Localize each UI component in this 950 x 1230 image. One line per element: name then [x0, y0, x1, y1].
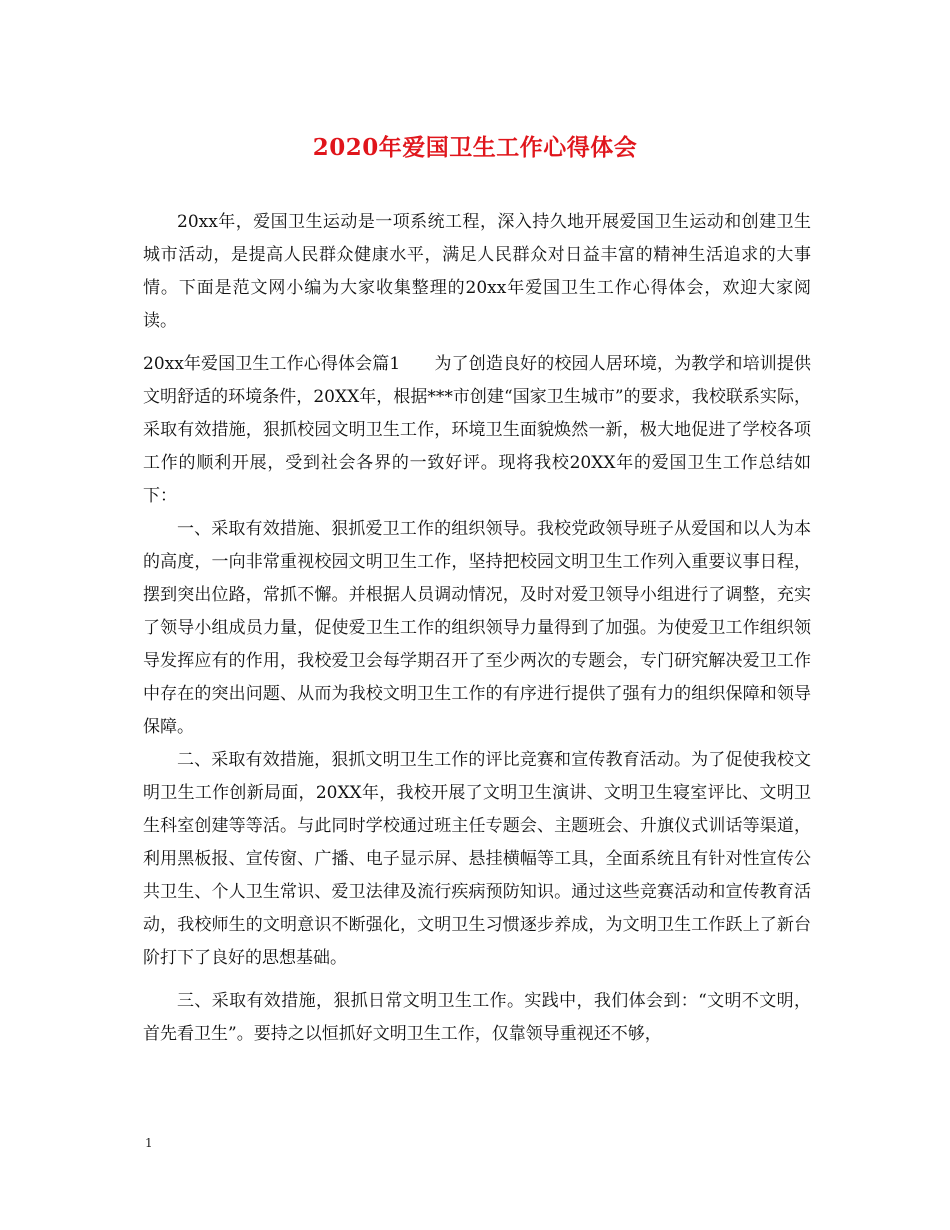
point-1-paragraph: 一、采取有效措施、狠抓爱卫工作的组织领导。我校党政领导班子从爱国和以人为本的高度，一向非常重视校园文明卫生工作，坚持把校园文明卫生工作列入重要议事日程，摆到突出位路，常抓不懈。并根据人员调动情况，及时对爱卫领导小组进行了调整，充实了领导小组成员力量，促使爱卫生工作的组织领导力量得到了加强。为使爱卫工作组织领导发挥应有的作用，我校爱卫会每学期召开了至少两次的专题会，专门研究解决爱卫工作中存在的突出问题、从而为我校文明卫生工作的有序进行提供了强有力的组织保障和领导保障。: [143, 519, 811, 737]
intro-paragraph: 20xx年，爱国卫生运动是一项系统工程，深入持久地开展爱国卫生运动和创建卫生城市活动，是提高人民群众健康水平，满足人民群众对日益丰富的精神生活追求的大事情。下面是范文网小编为大家收集整理的20xx年爱国卫生工作心得体会，欢迎大家阅读。: [143, 212, 811, 331]
document-body: [143, 206, 811, 1051]
page-number: 1: [145, 1136, 153, 1150]
point-2-paragraph: 二、采取有效措施，狠抓文明卫生工作的评比竞赛和宣传教育活动。为了促使我校文明卫生工作创新局面，20XX年，我校开展了文明卫生演讲、文明卫生寝室评比、文明卫生科室创建等等活。与此同时学校通过班主任专题会、主题班会、升旗仪式训话等渠道，利用黑板报、宣传窗、广播、电子显示屏、悬挂横幅等工具，全面系统且有针对性宣传公共卫生、个人卫生常识、爱卫法律及流行疾病预防知识。通过这些竞赛活动和宣传教育活动，我校师生的文明意识不断强化，文明卫生习惯逐步养成，为文明卫生工作跃上了新台阶打下了良好的思想基础。: [143, 750, 811, 968]
document-title: 2020年爱国卫生工作心得体会: [312, 134, 638, 161]
point-3-paragraph: 三、采取有效措施，狠抓日常文明卫生工作。实践中，我们体会到：“文明不文明，首先看卫生”。要持之以恒抓好文明卫生工作，仅靠领导重视还不够，: [143, 991, 811, 1044]
section-1-paragraph: 20xx年爱国卫生工作心得体会篇1 为了创造良好的校园人居环境，为教学和培训提供文明舒适的环境条件，20XX年，根据***市创建“国家卫生城市”的要求，我校联系实际，采取有效措施，狠抓校园文明卫生工作，环境卫生面貌焕然一新，极大地促进了学校各项工作的顺利开展，受到社会各界的一致好评。现将我校20XX年的爱国卫生工作总结如下：: [143, 354, 811, 506]
